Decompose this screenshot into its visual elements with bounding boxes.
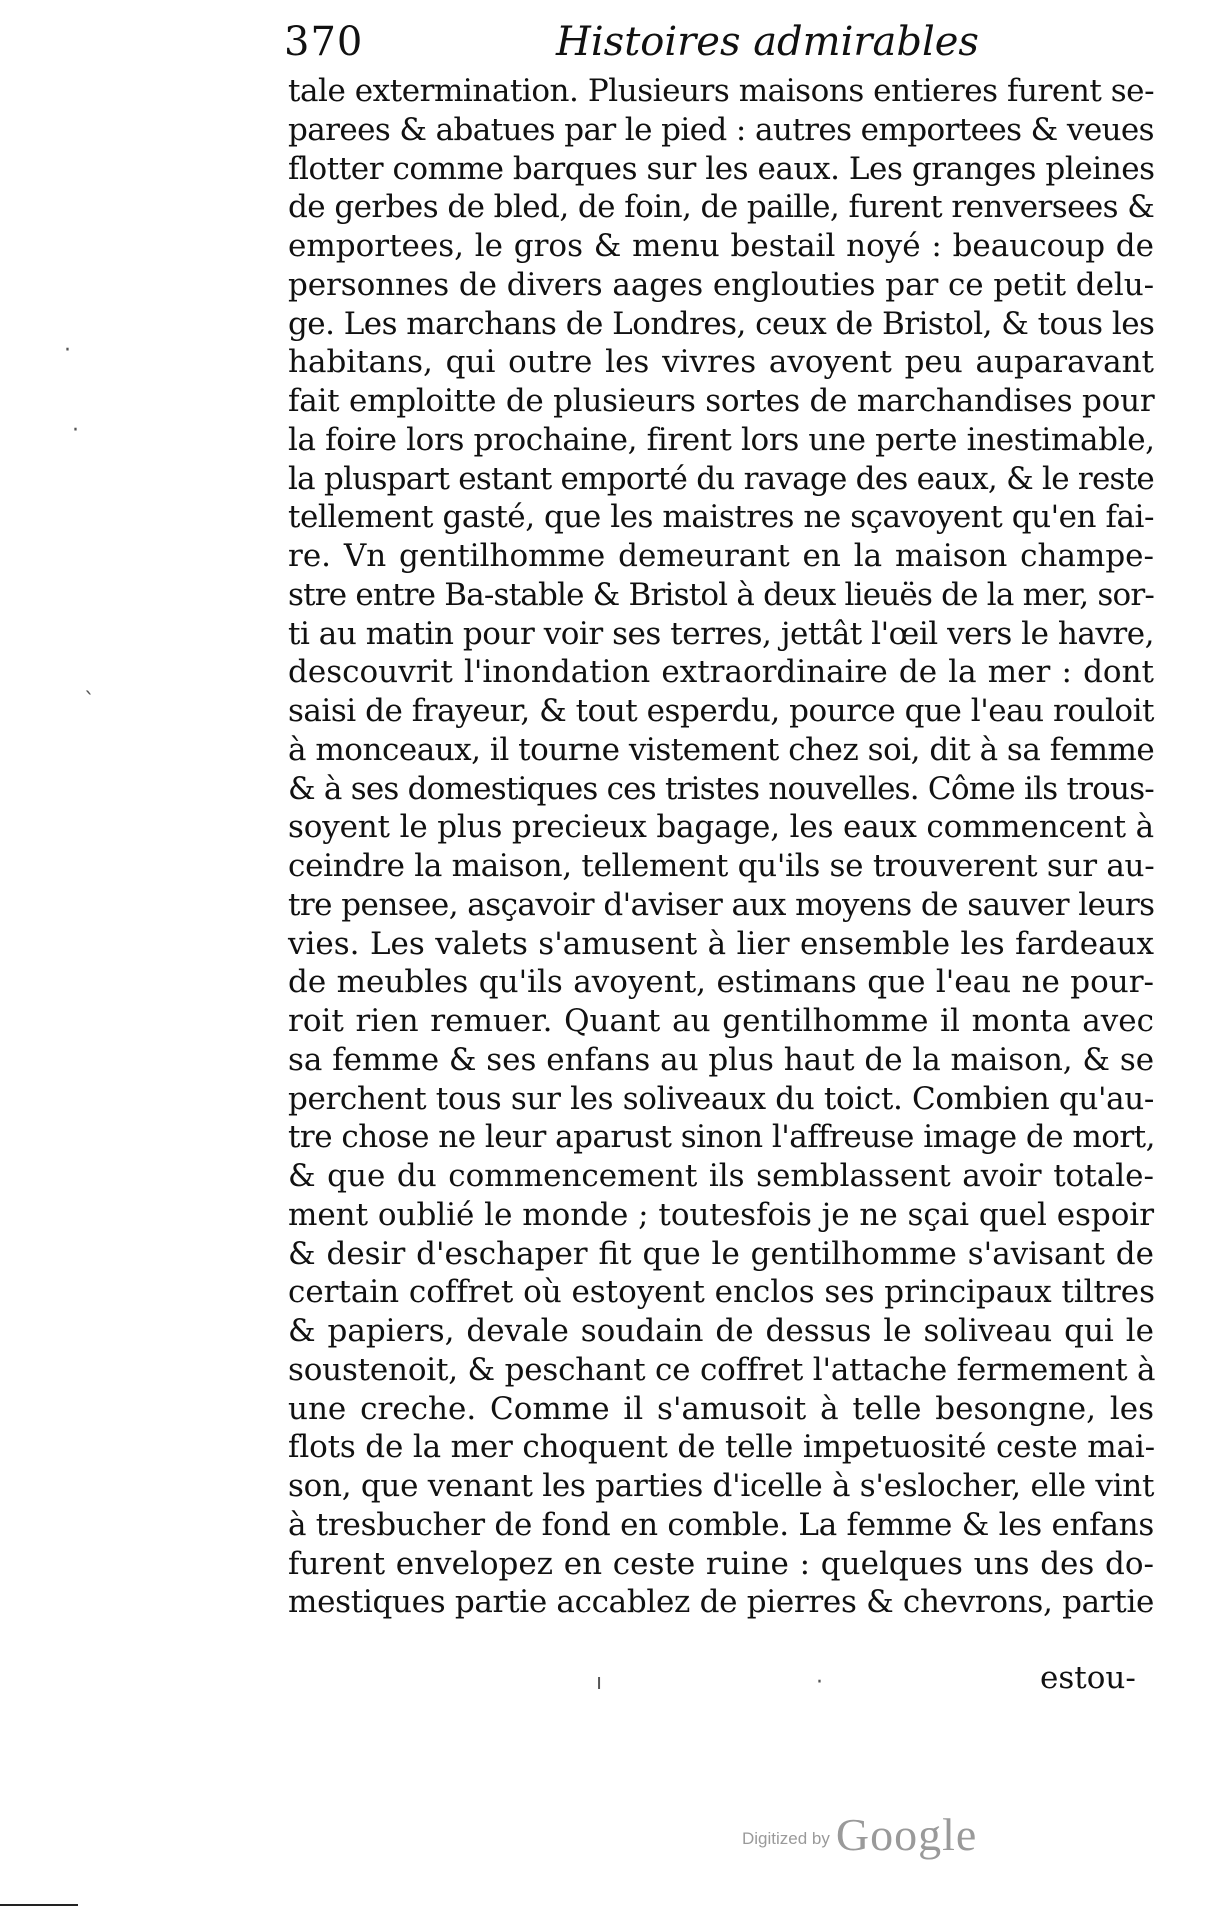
running-title: Histoires admirables: [556, 19, 979, 65]
watermark-prefix: Digitized by: [742, 1829, 830, 1848]
text-line: re. Vn gentilhomme demeurant en la maison champe-: [288, 538, 1154, 574]
text-line: ti au matin pour voir ses terres, jettât l'œil vers le havre,: [288, 615, 1154, 652]
text-line: son, que venant les parties d'icelle à s'eslocher, elle vint: [288, 1468, 1155, 1504]
text-line: sa femme & ses enfans au plus haut de la maison, & se: [288, 1041, 1155, 1078]
text-line: la pluspart estant emporté du ravage des eaux, & le reste: [288, 460, 1154, 497]
text-line: & à ses domestiques ces tristes nouvelles. Côme ils trous-: [288, 770, 1154, 807]
text-line: parees & abatues par le pied : autres emportees & veues: [288, 111, 1154, 148]
text-line: soyent le plus precieux bagage, les eaux commencent à: [288, 809, 1154, 846]
text-line: tale extermination. Plusieurs maisons entieres furent se-: [288, 73, 1155, 109]
text-line: saisi de frayeur, & tout esperdu, pource que l'eau rouloit: [288, 693, 1154, 729]
text-line: tre chose ne leur aparust sinon l'affreuse image de mort,: [288, 1119, 1155, 1156]
text-line: ceindre la maison, tellement qu'ils se trouverent sur au-: [288, 848, 1155, 884]
text-line: & que du commencement ils semblassent avoir totale-: [288, 1158, 1154, 1194]
text-line: fait emploitte de plusieurs sortes de marchandises pour: [288, 383, 1155, 419]
text-line: flotter comme barques sur les eaux. Les granges pleines: [288, 150, 1155, 187]
text-line: de meubles qu'ils avoyent, estimans que l'eau ne pour-: [288, 964, 1154, 1001]
text-line: vies. Les valets s'amusent à lier ensemble les fardeaux: [288, 925, 1154, 962]
text-line: mestiques partie accablez de pierres & chevrons, partie: [288, 1584, 1155, 1621]
google-watermark: [742, 1808, 977, 1861]
page-number: 370: [284, 19, 364, 65]
stray-mark: ·: [816, 1670, 823, 1695]
text-line: emportees, le gros & menu bestail noyé : beaucoup de: [288, 228, 1154, 264]
google-logo: Google: [835, 1809, 978, 1860]
text-line: tellement gasté, que les maistres ne sçavoyent qu'en fai-: [288, 499, 1154, 536]
body-text: [288, 72, 1154, 1622]
text-line: roit rien remuer. Quant au gentilhomme il monta avec: [288, 1003, 1154, 1039]
text-line: ment oublié le monde ; toutesfois je ne sçai quel espoir: [288, 1196, 1154, 1233]
text-line: de gerbes de bled, de foin, de paille, furent renversees &: [288, 189, 1155, 226]
text-line: & desir d'eschaper fit que le gentilhomme s'avisant de: [288, 1235, 1154, 1272]
stray-mark: ı: [596, 1670, 603, 1695]
catchword: estou-: [1040, 1660, 1136, 1696]
text-line: personnes de divers aages englouties par ce petit delu-: [288, 266, 1154, 303]
text-line: soustenoit, & peschant ce coffret l'attache fermement à: [288, 1351, 1156, 1388]
text-line: tre pensee, asçavoir d'aviser aux moyens de sauver leurs: [288, 886, 1155, 923]
stray-mark: ·: [64, 338, 71, 363]
text-line: une creche. Comme il s'amusoit à telle besongne, les: [288, 1390, 1154, 1427]
text-line: flots de la mer choquent de telle impetuosité ceste mai-: [288, 1429, 1155, 1466]
stray-mark: ˎ: [84, 670, 95, 695]
text-line: à tresbucher de fond en comble. La femme & les enfans: [288, 1506, 1154, 1543]
text-line: certain coffret où estoyent enclos ses principaux tiltres: [288, 1274, 1155, 1311]
text-line: stre entre Ba-stable & Bristol à deux lieuës de la mer, sor-: [288, 576, 1154, 613]
text-line: furent envelopez en ceste ruine : quelques uns des do-: [288, 1545, 1154, 1582]
stray-mark: ·: [72, 418, 79, 443]
text-line: habitans, qui outre les vivres avoyent peu auparavant: [288, 344, 1154, 381]
text-line: la foire lors prochaine, firent lors une perte inestimable,: [288, 421, 1155, 458]
text-line: descouvrit l'inondation extraordinaire de la mer : dont: [288, 654, 1154, 691]
text-line: ge. Les marchans de Londres, ceux de Bristol, & tous les: [288, 305, 1155, 342]
text-line: à monceaux, il tourne vistement chez soi, dit à sa femme: [288, 731, 1155, 768]
bottom-rule: [0, 1904, 78, 1906]
text-line: perchent tous sur les soliveaux du toict. Combien qu'au-: [288, 1080, 1154, 1117]
text-line: & papiers, devale soudain de dessus le soliveau qui le: [288, 1313, 1154, 1349]
